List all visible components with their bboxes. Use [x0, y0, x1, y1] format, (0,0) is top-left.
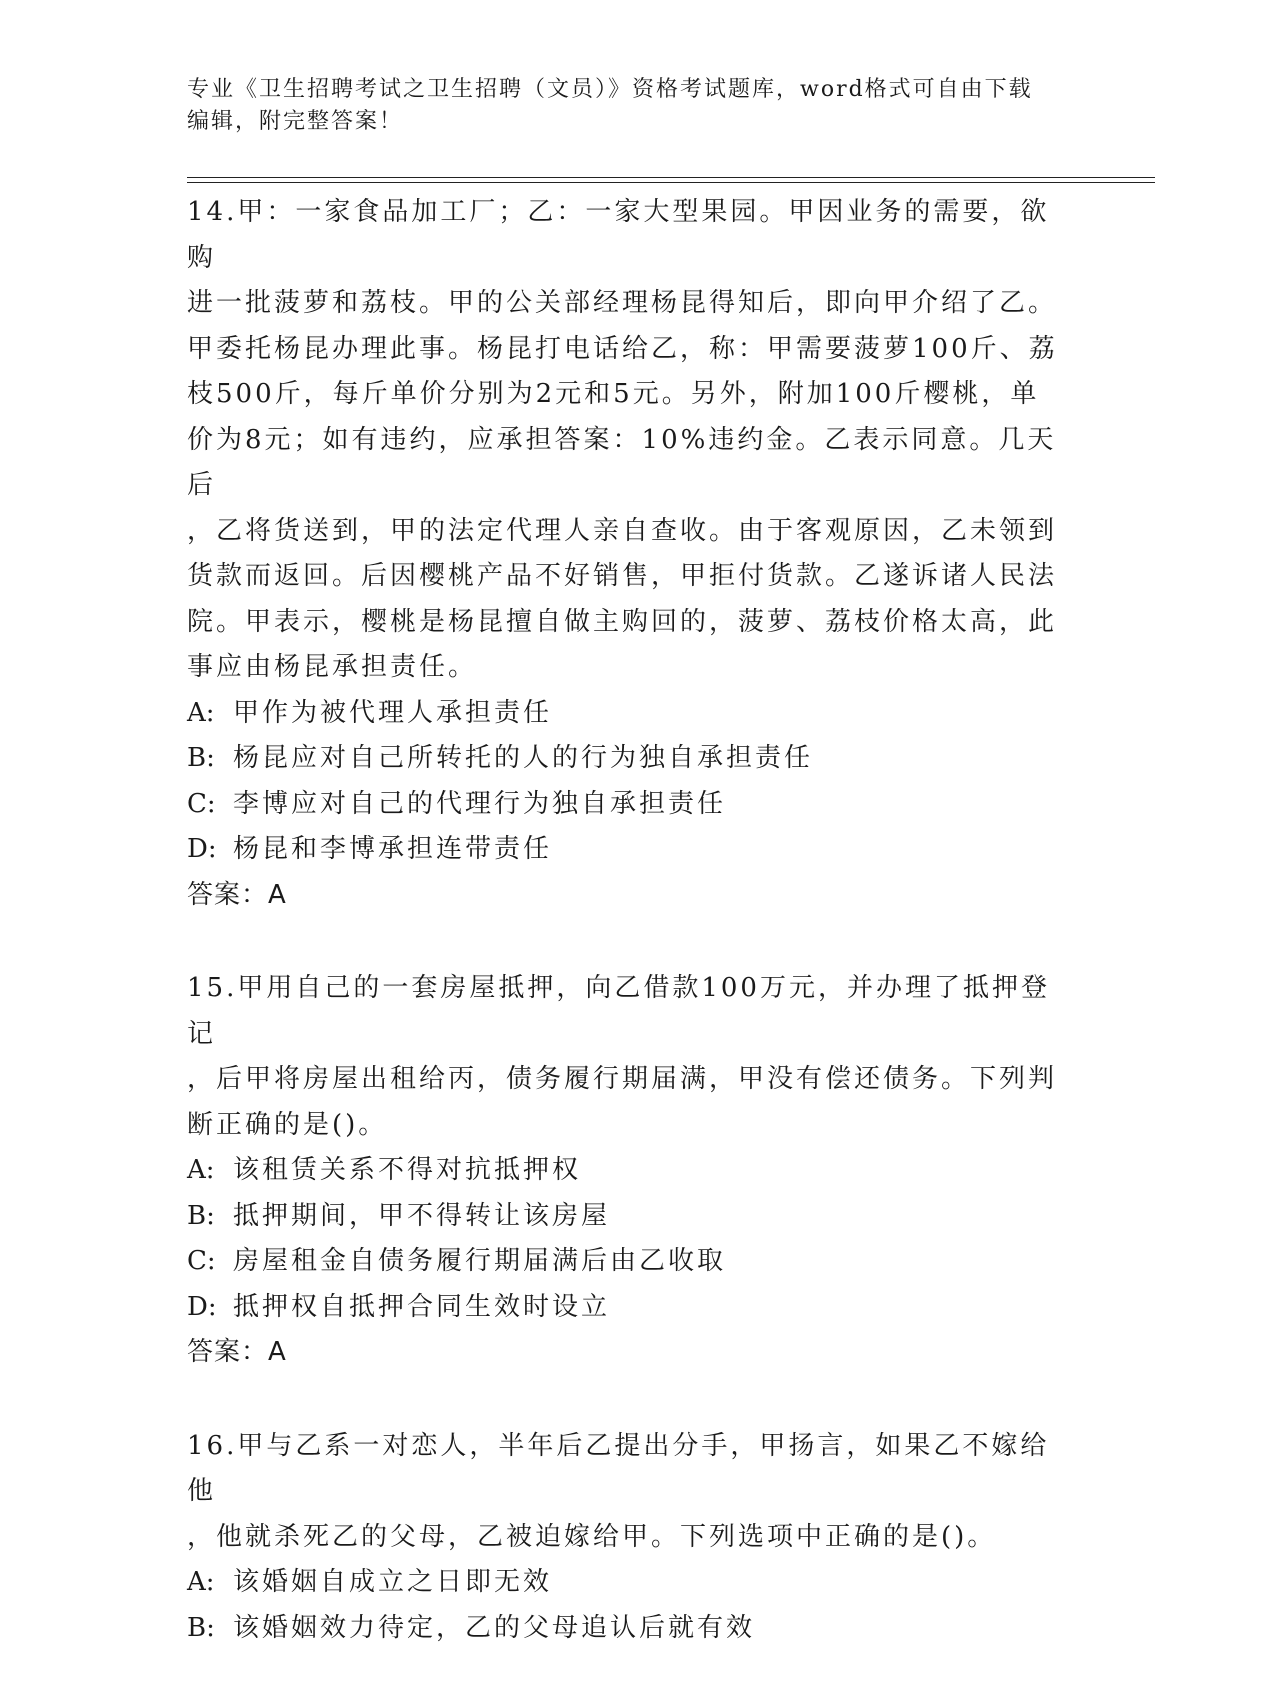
stem-line: 院。甲表示，樱桃是杨昆擅自做主购回的，菠萝、荔枝价格太高，此	[187, 606, 1058, 637]
option-key: A:	[187, 697, 215, 728]
option-key: B:	[187, 1200, 215, 1231]
option-text: 抵押期间，甲不得转让该房屋	[233, 1200, 611, 1231]
question-16	[187, 1424, 1077, 1652]
stem-line: 事应由杨昆承担责任。	[187, 652, 478, 682]
option-text: 该婚姻自成立之日即无效	[233, 1567, 553, 1597]
answer-line: 答案：A	[187, 879, 287, 910]
option-b	[187, 1194, 1077, 1240]
option-key: C:	[187, 1246, 216, 1276]
option-text: 杨昆应对自己所转托的人的行为独自承担责任	[233, 743, 814, 773]
option-d	[187, 827, 1077, 873]
option-key: A:	[187, 1567, 215, 1597]
option-text: 该租赁关系不得对抗抵押权	[233, 1155, 582, 1185]
question-15	[187, 966, 1077, 1376]
option-text: 该婚姻效力待定，乙的父母追认后就有效	[233, 1612, 756, 1643]
stem-line: 15.甲用自己的一套房屋抵押，向乙借款100万元，并办理了抵押登记	[187, 973, 1050, 1049]
stem-line: ，后甲将房屋出租给丙，债务履行期届满，甲没有偿还债务。下列判	[187, 1064, 1058, 1094]
option-c	[187, 1239, 1077, 1285]
stem-line: 货款而返回。后因樱桃产品不好销售，甲拒付货款。乙遂诉诸人民法	[187, 561, 1058, 591]
header-divider-top	[187, 177, 1155, 178]
stem-line: 进一批菠萝和荔枝。甲的公关部经理杨昆得知后，即向甲介绍了乙。	[187, 288, 1058, 318]
header-divider-bottom	[187, 182, 1155, 183]
option-b	[187, 736, 1077, 782]
question-stem	[187, 966, 1077, 1148]
option-text: 甲作为被代理人承担责任	[233, 697, 553, 728]
stem-line: 16.甲与乙系一对恋人，半年后乙提出分手，甲扬言，如果乙不嫁给他	[187, 1430, 1050, 1506]
stem-line: ，乙将货送到，甲的法定代理人亲自查收。由于客观原因，乙未领到	[187, 515, 1058, 546]
document-header	[187, 74, 1087, 138]
option-d	[187, 1285, 1077, 1331]
option-text: 李博应对自己的代理行为独自承担责任	[233, 788, 727, 819]
option-key: B:	[187, 743, 215, 773]
option-a	[187, 691, 1077, 737]
option-key: B:	[187, 1612, 215, 1643]
stem-line: 枝500斤，每斤单价分别为2元和5元。另外，附加100斤樱桃，单	[187, 379, 1040, 409]
option-key: A:	[187, 1155, 215, 1185]
option-text: 杨昆和李博承担连带责任	[233, 834, 553, 864]
question-stem	[187, 190, 1077, 691]
option-c	[187, 782, 1077, 828]
stem-line: ，他就杀死乙的父母，乙被迫嫁给甲。下列选项中正确的是()。	[187, 1521, 997, 1552]
stem-line: 甲委托杨昆办理此事。杨昆打电话给乙，称：甲需要菠萝100斤、荔	[187, 333, 1058, 364]
option-a	[187, 1560, 1077, 1606]
question-list	[187, 190, 1077, 1699]
stem-line: 价为8元；如有违约，应承担答案：10%违约金。乙表示同意。几天后	[187, 424, 1057, 500]
question-stem	[187, 1424, 1077, 1561]
header-line-1: 专业《卫生招聘考试之卫生招聘（文员）》资格考试题库，word格式可自由下载	[187, 77, 1033, 102]
option-b	[187, 1606, 1077, 1652]
question-14	[187, 190, 1077, 918]
option-key: C:	[187, 788, 216, 819]
option-key: D:	[187, 1291, 217, 1322]
answer-line: 答案：A	[187, 1337, 287, 1367]
option-a	[187, 1148, 1077, 1194]
option-text: 抵押权自抵押合同生效时设立	[233, 1291, 611, 1322]
option-text: 房屋租金自债务履行期届满后由乙收取	[233, 1246, 727, 1276]
stem-line: 断正确的是()。	[187, 1109, 388, 1140]
option-key: D:	[187, 834, 217, 864]
header-line-2: 编辑，附完整答案！	[187, 109, 404, 134]
stem-line: 14.甲：一家食品加工厂；乙：一家大型果园。甲因业务的需要，欲购	[187, 197, 1050, 273]
